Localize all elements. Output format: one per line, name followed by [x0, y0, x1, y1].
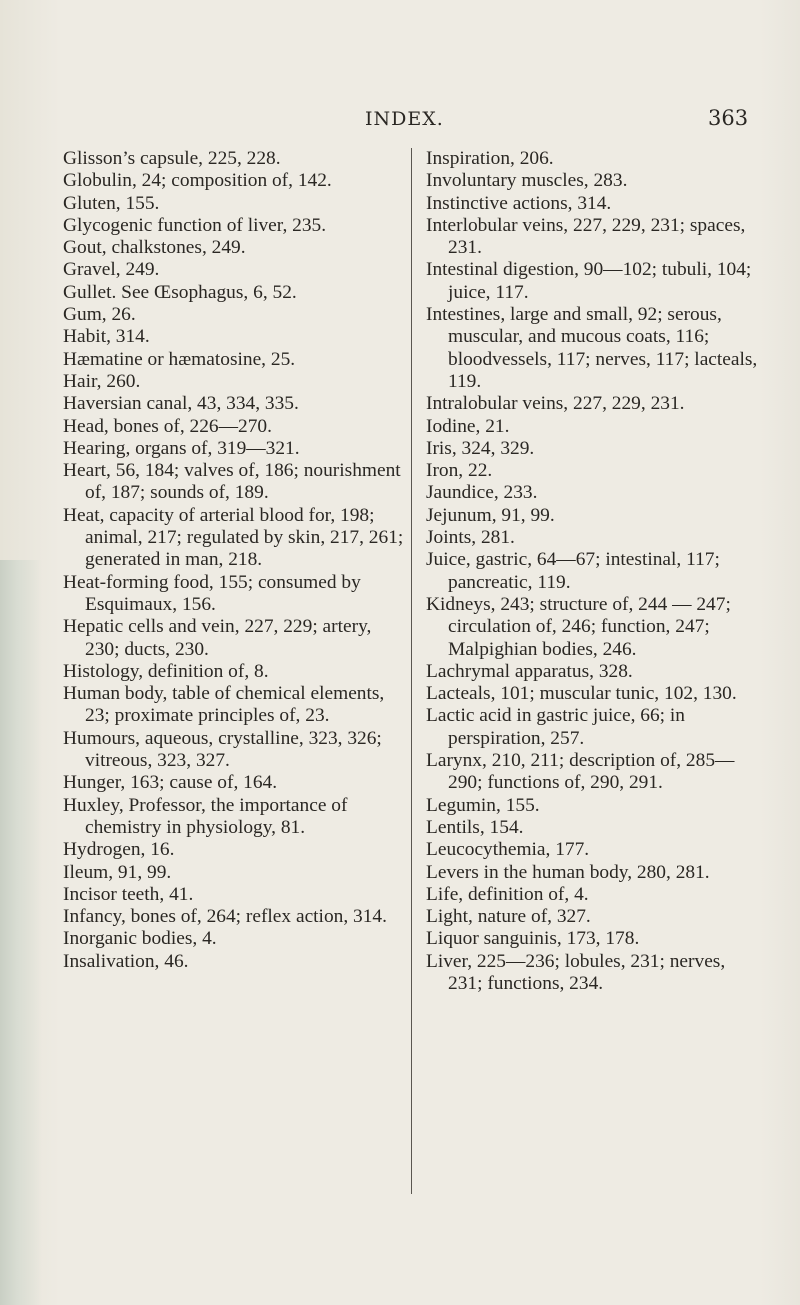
- index-entry: Lacteals, 101; muscular tunic, 102, 130.: [426, 683, 737, 705]
- index-entry: Legumin, 155.: [426, 794, 540, 816]
- index-column-left: [63, 148, 408, 973]
- index-entry: Lachrymal apparatus, 328.: [426, 660, 633, 682]
- index-entry: Histology, definition of, 8.: [63, 660, 269, 682]
- page-header: [0, 108, 800, 138]
- index-entry: Huxley, Professor, the importance of chemistry in physiology, 81.: [63, 794, 348, 838]
- index-entry: Life, definition of, 4.: [426, 883, 589, 905]
- index-entry: Habit, 314.: [63, 326, 150, 348]
- index-entry: Heat, capacity of arterial blood for, 198; animal, 217; regulated by skin, 217, 261; generated in man, 218.: [63, 504, 404, 571]
- index-entry: Gravel, 249.: [63, 259, 160, 281]
- index-entry: Inorganic bodies, 4.: [63, 928, 217, 950]
- index-entry: Gout, chalkstones, 249.: [63, 237, 246, 259]
- index-entry: Iron, 22.: [426, 460, 493, 482]
- index-entry: Kidneys, 243; structure of, 244 — 247; circulation of, 246; function, 247; Malpighian bodies, 246.: [426, 593, 731, 660]
- index-entry: Head, bones of, 226—270.: [63, 415, 272, 437]
- index-entry: Globulin, 24; composition of, 142.: [63, 170, 332, 192]
- index-entry: Liver, 225—236; lobules, 231; nerves, 231; functions, 234.: [426, 950, 726, 994]
- index-entry: Levers in the human body, 280, 281.: [426, 861, 710, 883]
- index-entry: Hæmatine or hæmatosine, 25.: [63, 348, 296, 370]
- index-entry: Haversian canal, 43, 334, 335.: [63, 393, 299, 415]
- index-entry: Humours, aqueous, crystalline, 323, 326; vitreous, 323, 327.: [63, 727, 382, 772]
- index-entry: Iris, 324, 329.: [426, 437, 535, 459]
- index-entry: Juice, gastric, 64—67; intestinal, 117; pancreatic, 119.: [426, 549, 720, 593]
- index-entry: Larynx, 210, 211; description of, 285—290; functions of, 290, 291.: [426, 750, 735, 794]
- index-entry: Hydrogen, 16.: [63, 839, 175, 861]
- index-entry: Lactic acid in gastric juice, 66; in perspiration, 257.: [426, 705, 685, 749]
- column-divider: [411, 148, 412, 1194]
- index-entry: Lentils, 154.: [426, 816, 524, 838]
- index-entry: Hunger, 163; cause of, 164.: [63, 772, 278, 794]
- index-entry: Leucocythemia, 177.: [426, 839, 590, 861]
- index-entry: Incisor teeth, 41.: [63, 883, 194, 905]
- index-entry: Glycogenic function of liver, 235.: [63, 214, 327, 236]
- index-entry: Iodine, 21.: [426, 415, 510, 437]
- index-entry: Interlobular veins, 227, 229, 231; spaces, 231.: [426, 214, 746, 259]
- index-entry: Hair, 260.: [63, 370, 141, 392]
- index-entry: Human body, table of chemical elements, 23; proximate principles of, 23.: [63, 683, 385, 727]
- index-entry: Gullet. See Œsophagus, 6, 52.: [63, 281, 297, 303]
- page-binding-shadow: [0, 560, 42, 1305]
- index-entry: Glisson’s capsule, 225, 228.: [63, 148, 281, 169]
- index-entry: Intralobular veins, 227, 229, 231.: [426, 393, 685, 415]
- index-entry: Hepatic cells and vein, 227, 229; artery, 230; ducts, 230.: [63, 616, 372, 660]
- index-entry: Ileum, 91, 99.: [63, 861, 172, 883]
- index-entry: Insalivation, 46.: [63, 950, 189, 972]
- index-entry: Heart, 56, 184; valves of, 186; nourishment of, 187; sounds of, 189.: [63, 460, 401, 504]
- index-entry: Involuntary muscles, 283.: [426, 170, 628, 192]
- index-entry: Intestines, large and small, 92; serous, muscular, and mucous coats, 116; bloodvessels, 117; nerves, 117; lacteals, 119.: [426, 304, 758, 392]
- index-entry: Light, nature of, 327.: [426, 906, 591, 928]
- index-entry: Instinctive actions, 314.: [426, 192, 612, 214]
- index-entry: Gluten, 155.: [63, 192, 160, 214]
- running-head: INDEX.: [365, 108, 444, 130]
- index-entry: Infancy, bones of, 264; reflex action, 314.: [63, 906, 387, 928]
- index-entry: Heat-forming food, 155; consumed by Esquimaux, 156.: [63, 571, 361, 615]
- index-column-right: [426, 148, 761, 995]
- index-entry: Liquor sanguinis, 173, 178.: [426, 928, 640, 950]
- index-entry: Jejunum, 91, 99.: [426, 504, 555, 526]
- index-entry: Joints, 281.: [426, 527, 515, 549]
- index-entry: Gum, 26.: [63, 304, 136, 326]
- index-entry: Jaundice, 233.: [426, 482, 538, 504]
- index-entry: Intestinal digestion, 90—102; tubuli, 104; juice, 117.: [426, 259, 752, 303]
- index-entry: Inspiration, 206.: [426, 148, 554, 169]
- page-number: 363: [708, 106, 749, 130]
- index-entry: Hearing, organs of, 319—321.: [63, 437, 300, 459]
